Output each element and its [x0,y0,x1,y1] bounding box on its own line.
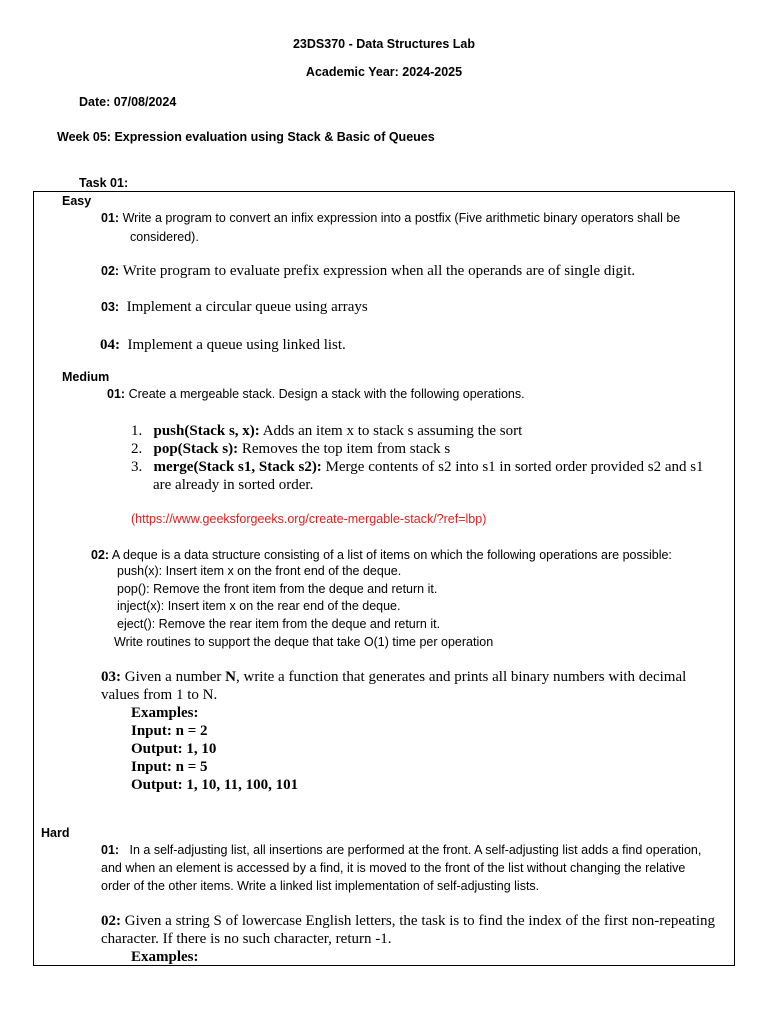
deque-op-push: push(x): Insert item x on the front end of the deque. [117,564,402,578]
hard-q2 [101,912,715,930]
hard-q2-num: 02: [101,913,121,929]
course-title: 23DS370 - Data Structures Lab [292,37,475,51]
hard-q2-cont: character. If there is no such character, return -1. [101,931,392,947]
medium-heading: Medium [62,370,110,384]
example-output-1: Output: 1, 10 [131,741,217,757]
medium-q2-text: A deque is a data structure consisting of a list of items on which the following operations are possible: [111,548,672,562]
op-number: 3. [131,459,143,475]
medium-q3-n: N [225,669,236,685]
easy-q4-num: 04: [100,337,120,353]
date: Date: 07/08/2024 [79,95,177,109]
reference-link[interactable]: (https://www.geeksforgeeks.org/create-mergable-stack/?ref=lbp) [131,512,487,526]
medium-q1 [107,386,525,403]
medium-q3-cont: values from 1 to N. [101,687,218,703]
hard-q1-text: In a self-adjusting list, all insertions are performed at the front. A self-adjusting list adds a find operation, [129,843,702,857]
op-signature: push(Stack s, x): [153,423,260,439]
easy-q2-text: Write program to evaluate prefix expression when all the operands are of single digit. [122,263,636,279]
deque-op-eject: eject(): Remove the rear item from the deque and return it. [117,617,441,631]
medium-q3-post: , write a function that generates and prints all binary numbers with decimal [235,669,687,685]
deque-op-pop: pop(): Remove the front item from the deque and return it. [117,582,438,596]
op-signature: pop(Stack s): [153,441,239,457]
deque-op-inject: inject(x): Insert item x on the rear end of the deque. [117,599,401,613]
easy-q1 [101,210,680,227]
op-number: 2. [131,441,143,457]
academic-year: Academic Year: 2024-2025 [305,65,463,79]
medium-op-2 [131,440,450,458]
medium-q3 [101,668,686,686]
medium-q1-text: Create a mergeable stack. Design a stack with the following operations. [128,387,525,401]
hard-q1-line-2: and when an element is accessed by a find, it is moved to the front of the list without changing the relative [101,861,686,875]
medium-q2-num: 02: [91,548,110,562]
easy-heading: Easy [62,194,92,208]
hard-q1-num: 01: [101,843,120,857]
hard-q1-line-3: order of the other items. Write a linked list implementation of self-adjusting lists. [101,879,540,893]
easy-q4 [100,336,346,354]
op-description: Removes the top item from stack s [238,441,451,457]
week-title: Week 05: Expression evaluation using Stack & Basic of Queues [57,130,435,144]
medium-op-1 [131,422,522,440]
easy-q1-num: 01: [101,211,120,225]
example-input-1: Input: n = 2 [131,723,208,739]
medium-op-3 [131,458,704,476]
medium-q1-num: 01: [107,387,126,401]
hard-q1-line-1 [101,842,701,859]
easy-q3 [101,298,368,316]
easy-q1-text: Write a program to convert an infix expression into a postfix (Five arithmetic binary operators shall be [122,211,681,225]
example-input-2: Input: n = 5 [131,759,208,775]
example-output-2: Output: 1, 10, 11, 100, 101 [131,777,299,793]
easy-q2-num: 02: [101,264,120,278]
medium-q2 [91,547,672,564]
medium-q3-num: 03: [101,669,121,685]
medium-op-3-cont: are already in sorted order. [153,477,314,493]
hard-examples-heading: Examples: [131,949,199,965]
examples-heading: Examples: [131,705,199,721]
easy-q2 [101,262,635,280]
hard-heading: Hard [41,826,70,840]
easy-q4-text: Implement a queue using linked list. [127,337,346,353]
op-number: 1. [131,423,143,439]
hard-q2-text: Given a string S of lowercase English letters, the task is to find the index of the first non-repeating [124,913,716,929]
op-signature: merge(Stack s1, Stack s2): [153,459,322,475]
easy-q1-cont: considered). [130,230,199,244]
op-description: Adds an item x to stack s assuming the sort [259,423,523,439]
op-description: Merge contents of s2 into s1 in sorted order provided s2 and s1 [321,459,704,475]
easy-q3-text: Implement a circular queue using arrays [126,299,368,315]
medium-q3-pre: Given a number [124,669,226,685]
easy-q3-num: 03: [101,300,120,314]
task-label: Task 01: [79,176,129,190]
deque-requirement: Write routines to support the deque that take O(1) time per operation [114,635,494,649]
